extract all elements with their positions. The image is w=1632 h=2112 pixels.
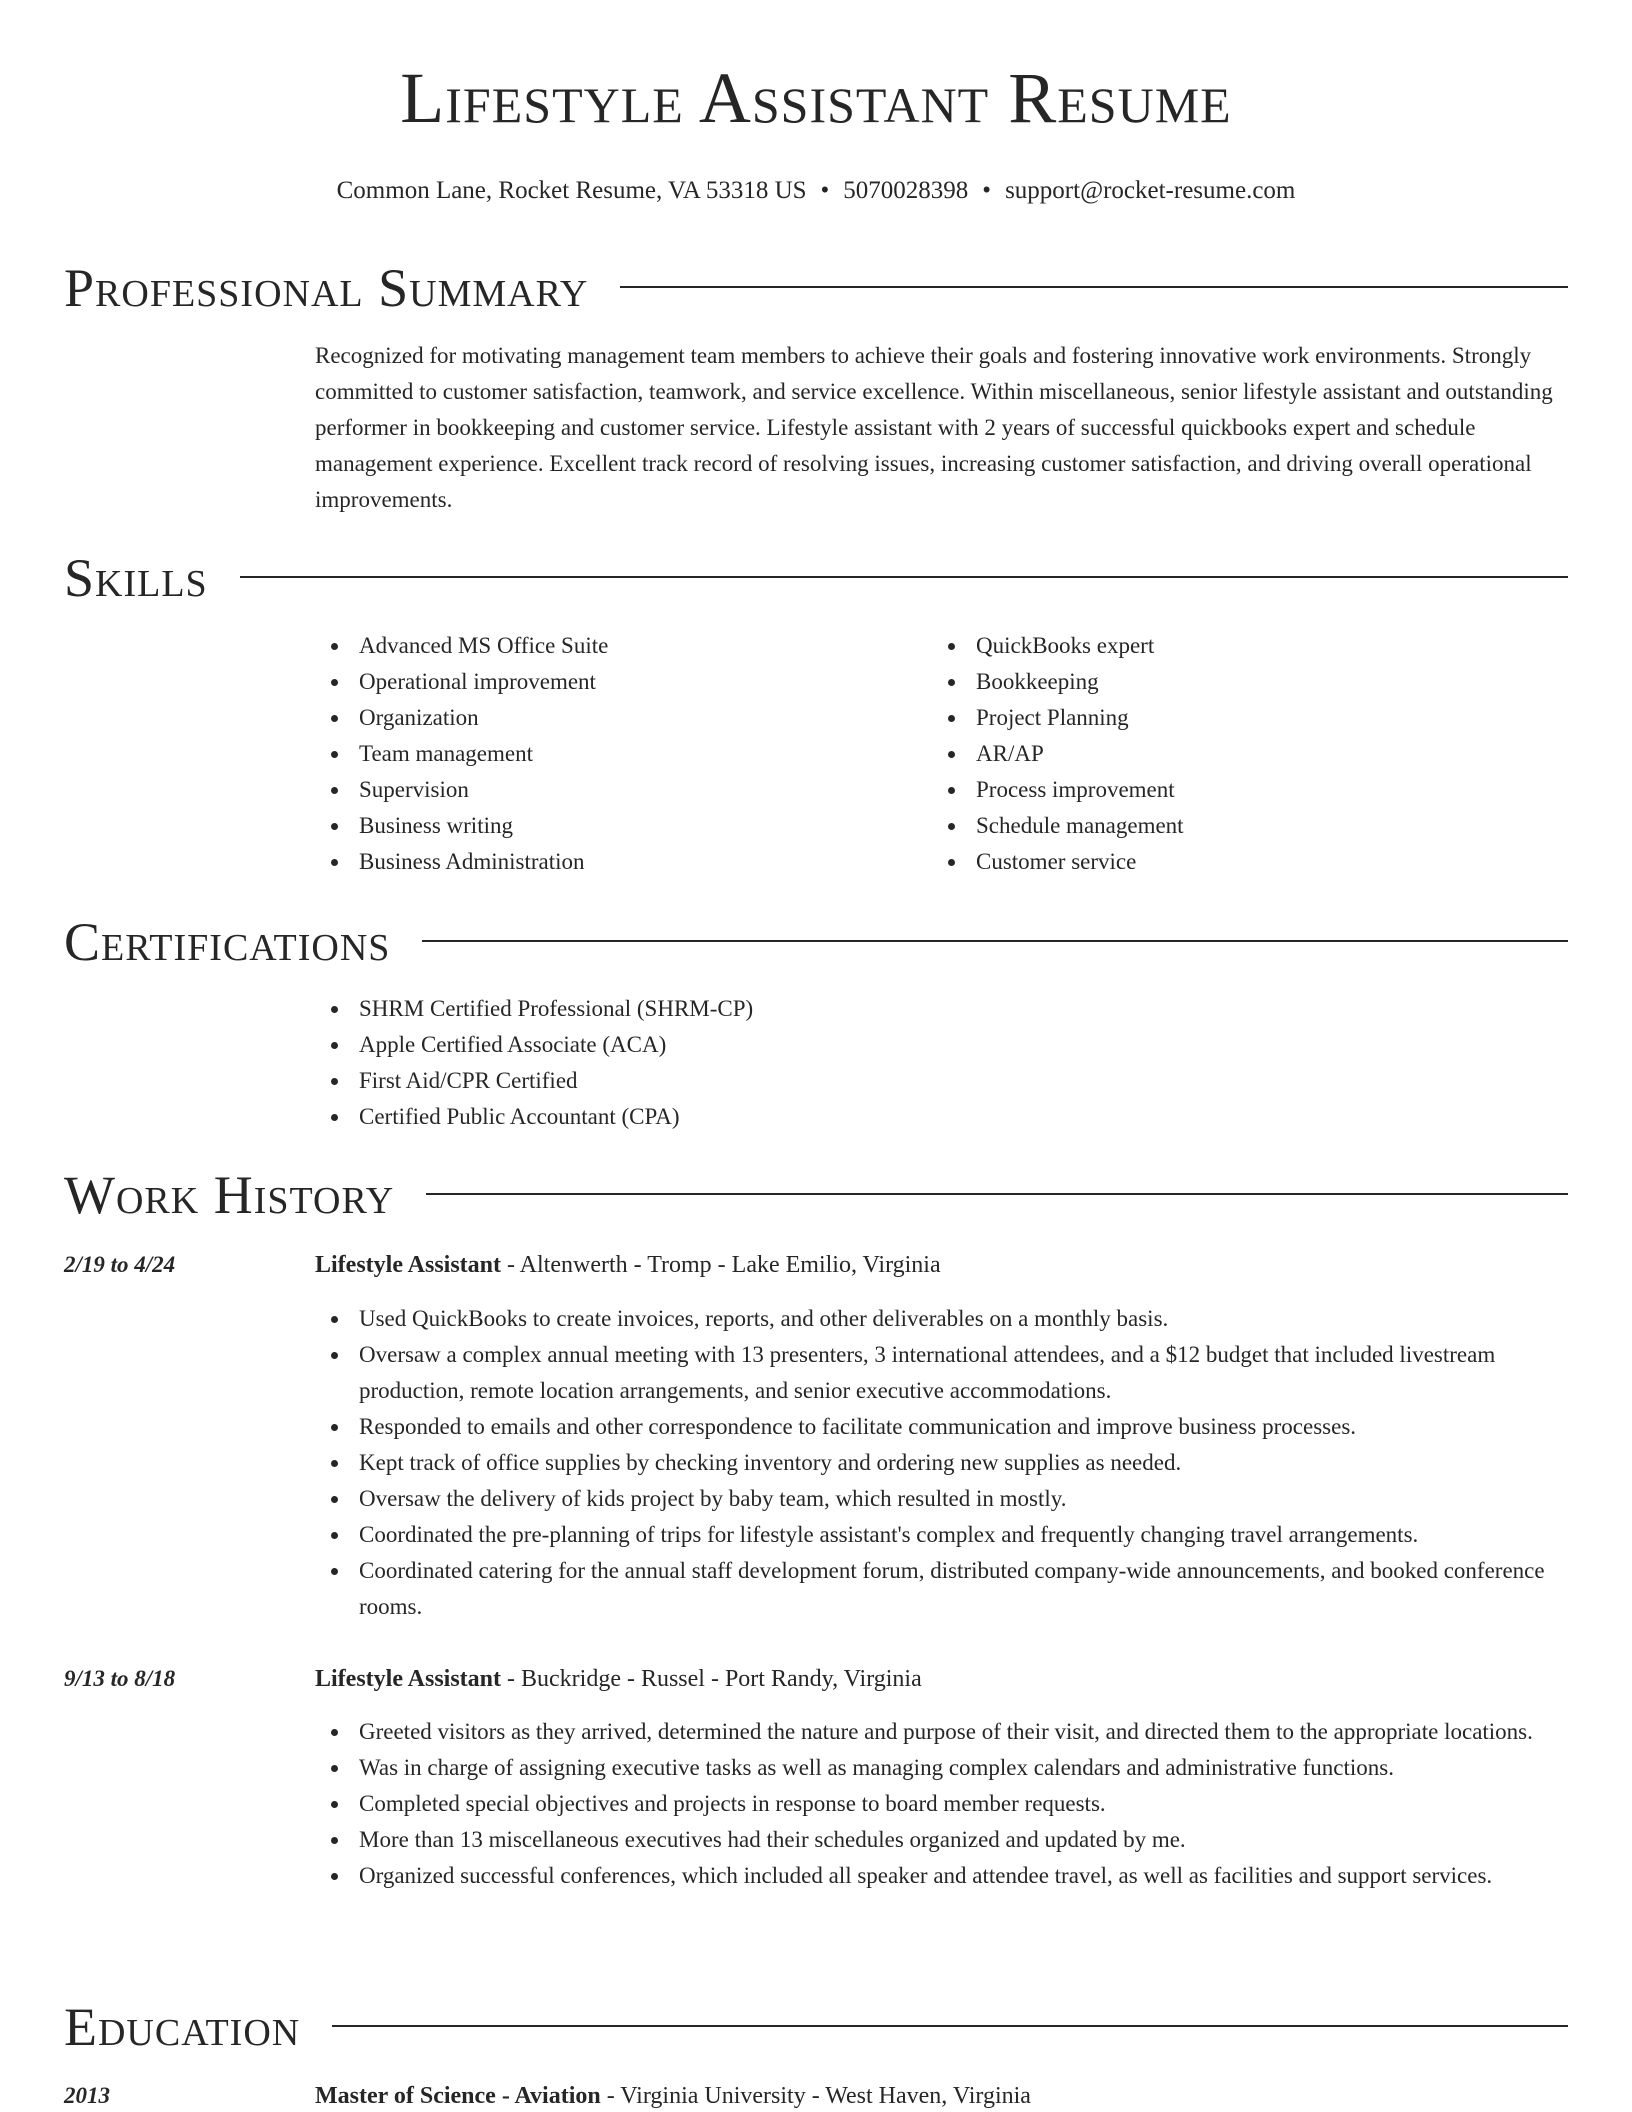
- job-duty-item: Oversaw the delivery of kids project by baby team, which resulted in mostly.: [315, 1481, 1568, 1517]
- education-year: 2013: [64, 2083, 110, 2108]
- education-heading-line: [315, 2081, 1568, 2111]
- summary-heading: Professional Summary: [64, 258, 589, 318]
- education-school: - Virginia University - West Haven, Virginia: [600, 2083, 1031, 2109]
- skill-item: Customer service: [932, 844, 1532, 880]
- job-duty-item: Used QuickBooks to create invoices, reports, and other deliverables on a monthly basis.: [315, 1301, 1568, 1337]
- job-employer: - Buckridge - Russel - Port Randy, Virginia: [501, 1666, 922, 1692]
- job-duty-item: Oversaw a complex annual meeting with 13 presenters, 3 international attendees, and a $12 budget that included livestream production, remote location arrangements, and senior executive accommodations.: [315, 1337, 1568, 1409]
- education-heading: Education: [64, 1997, 301, 2057]
- section-divider: [332, 2025, 1568, 2027]
- skills-heading: Skills: [64, 548, 208, 608]
- education-degree: Master of Science - Aviation: [315, 2083, 601, 2109]
- skill-item: Project Planning: [932, 700, 1532, 736]
- skills-section-header: [64, 547, 1568, 609]
- section-divider: [426, 1193, 1568, 1195]
- skill-item: Advanced MS Office Suite: [315, 628, 915, 664]
- contact-address: Common Lane, Rocket Resume, VA 53318 US: [336, 177, 807, 204]
- section-divider: [422, 940, 1568, 942]
- skill-item: Business writing: [315, 808, 915, 844]
- job-duty-item: Was in charge of assigning executive tasks as well as managing complex calendars and administrative functions.: [315, 1750, 1568, 1786]
- contact-line: [0, 176, 1632, 206]
- work-section-header: [64, 1164, 1568, 1226]
- job-duty-item: Organized successful conferences, which included all speaker and attendee travel, as well as facilities and support services.: [315, 1858, 1568, 1894]
- certification-item: First Aid/CPR Certified: [315, 1063, 1415, 1099]
- skill-item: Schedule management: [932, 808, 1532, 844]
- skill-item: AR/AP: [932, 736, 1532, 772]
- certification-item: SHRM Certified Professional (SHRM-CP): [315, 991, 1415, 1027]
- job-heading: [315, 1250, 1568, 1280]
- skills-list-right: [932, 628, 1532, 880]
- certification-item: Apple Certified Associate (ACA): [315, 1027, 1415, 1063]
- skills-list-left: [315, 628, 915, 880]
- certifications-heading: Certifications: [64, 912, 391, 972]
- job-duty-item: More than 13 miscellaneous executives had their schedules organized and updated by me.: [315, 1822, 1568, 1858]
- job-duties-list: [315, 1301, 1568, 1625]
- job-employer: - Altenwerth - Tromp - Lake Emilio, Virginia: [501, 1252, 941, 1278]
- contact-separator: •: [982, 177, 992, 204]
- skill-item: Process improvement: [932, 772, 1532, 808]
- certifications-section-header: [64, 911, 1568, 973]
- resume-title: Lifestyle Assistant Resume: [400, 58, 1232, 138]
- skill-item: Bookkeeping: [932, 664, 1532, 700]
- job-duty-item: Responded to emails and other correspondence to facilitate communication and improve business processes.: [315, 1409, 1568, 1445]
- job-duty-item: Completed special objectives and projects in response to board member requests.: [315, 1786, 1568, 1822]
- job-duty-item: Coordinated catering for the annual staff development forum, distributed company-wide announcements, and booked conference rooms.: [315, 1553, 1568, 1625]
- summary-section-header: [64, 257, 1568, 319]
- job-dates: 9/13 to 8/18: [64, 1666, 176, 1691]
- education-section-header: [64, 1996, 1568, 2058]
- skill-item: Organization: [315, 700, 915, 736]
- skill-item: Team management: [315, 736, 915, 772]
- contact-separator: •: [820, 177, 830, 204]
- skill-item: Supervision: [315, 772, 915, 808]
- section-divider: [620, 286, 1568, 288]
- work-heading: Work History: [64, 1165, 395, 1225]
- certifications-list: [315, 991, 1415, 1135]
- job-dates: 2/19 to 4/24: [64, 1252, 176, 1277]
- job-heading: [315, 1664, 1568, 1694]
- section-divider: [240, 576, 1568, 578]
- job-duty-item: Kept track of office supplies by checking inventory and ordering new supplies as needed.: [315, 1445, 1568, 1481]
- skill-item: Business Administration: [315, 844, 915, 880]
- job-title: Lifestyle Assistant: [315, 1666, 501, 1692]
- job-duties-list: [315, 1714, 1568, 1894]
- summary-text: Recognized for motivating management team members to achieve their goals and fostering innovative work environments. Strongly committed to customer satisfaction, teamwork, and service excellence. Within miscellaneous, senior lifestyle assistant and outstanding performer in bookkeeping and customer service. Lifestyle assistant with 2 years of successful quickbooks expert and schedule management experience. Excellent track record of resolving issues, increasing customer satisfaction, and driving overall operational improvements.: [315, 343, 1553, 512]
- skill-item: Operational improvement: [315, 664, 915, 700]
- job-duty-item: Coordinated the pre-planning of trips for lifestyle assistant's complex and frequently changing travel arrangements.: [315, 1517, 1568, 1553]
- job-duty-item: Greeted visitors as they arrived, determined the nature and purpose of their visit, and directed them to the appropriate locations.: [315, 1714, 1568, 1750]
- skill-item: QuickBooks expert: [932, 628, 1532, 664]
- job-title: Lifestyle Assistant: [315, 1252, 501, 1278]
- contact-phone: 5070028398: [843, 177, 969, 204]
- contact-email: support@rocket-resume.com: [1005, 177, 1296, 204]
- certification-item: Certified Public Accountant (CPA): [315, 1099, 1415, 1135]
